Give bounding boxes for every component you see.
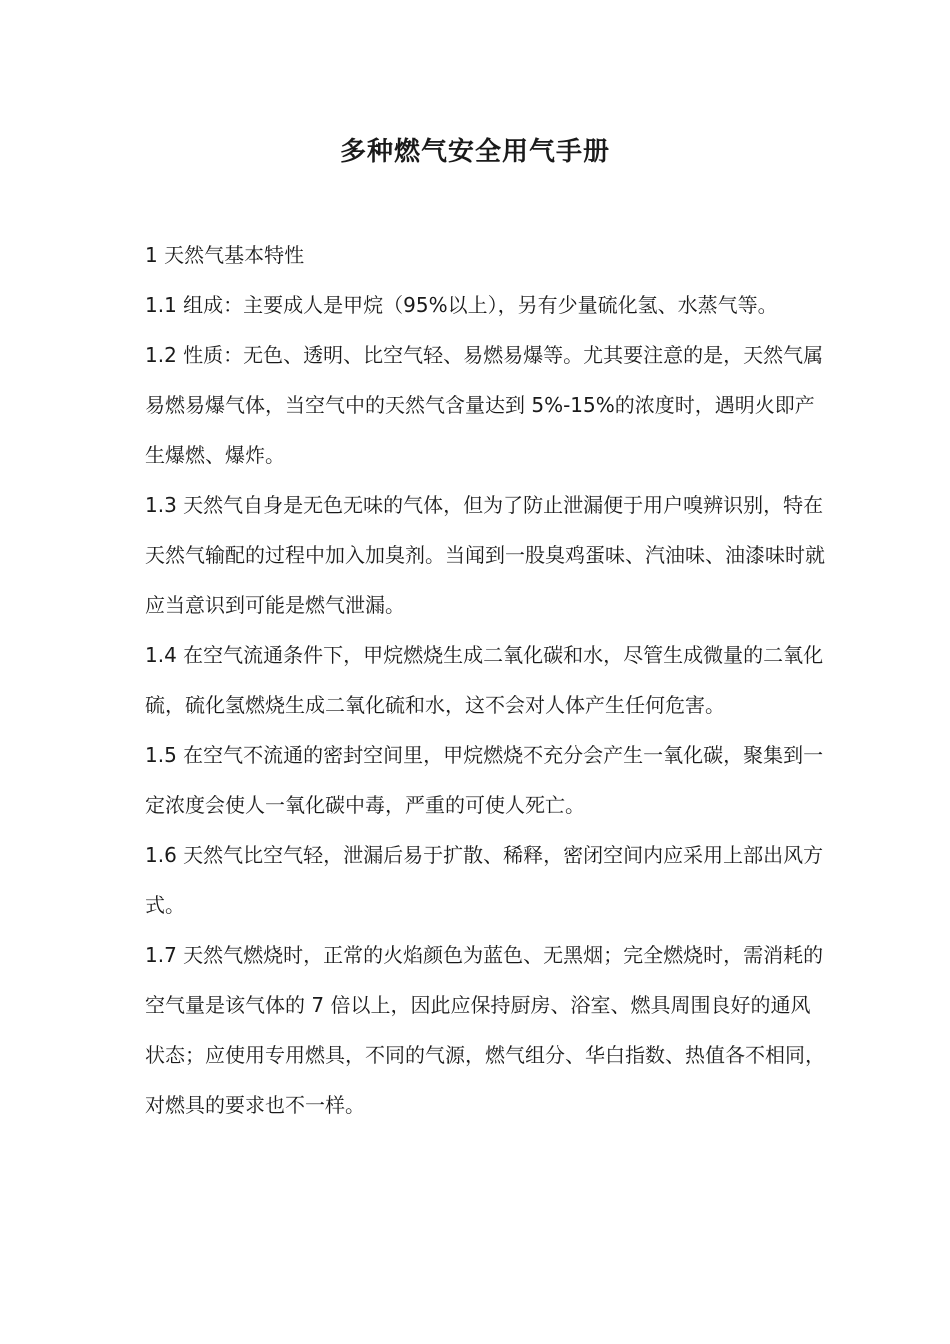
paragraph-1-5: 1.5 在空气不流通的密封空间里，甲烷燃烧不充分会产生一氧化碳，聚集到一定浓度会使人一氧化碳中毒，严重的可使人死亡。: [145, 743, 824, 817]
document-body: [145, 230, 825, 1130]
paragraph-1-7: 1.7 天然气燃烧时，正常的火焰颜色为蓝色、无黑烟；完全燃烧时，需消耗的空气量是该气体的 7 倍以上，因此应保持厨房、浴室、燃具周围良好的通风状态；应使用专用燃具，不同的气源，燃气组分、华白指数、热值各不相同，对燃具的要求也不一样。: [145, 943, 825, 1117]
paragraph-1-2: 1.2 性质：无色、透明、比空气轻、易燃易爆等。尤其要注意的是，天然气属易燃易爆气体，当空气中的天然气含量达到 5%-15%的浓度时，遇明火即产生爆燃、爆炸。: [145, 343, 824, 467]
paragraph-1-3: 1.3 天然气自身是无色无味的气体，但为了防止泄漏便于用户嗅辨识别，特在天然气输配的过程中加入加臭剂。当闻到一股臭鸡蛋味、汽油味、油漆味时就应当意识到可能是燃气泄漏。: [145, 493, 825, 617]
section-heading: 1 天然气基本特性: [145, 243, 305, 267]
document-title: 多种燃气安全用气手册: [339, 137, 610, 167]
paragraph-1-6: 1.6 天然气比空气轻，泄漏后易于扩散、稀释，密闭空间内应采用上部出风方式。: [145, 843, 824, 917]
paragraph-1-4: 1.4 在空气流通条件下，甲烷燃烧生成二氧化碳和水，尽管生成微量的二氧化硫，硫化氢燃烧生成二氧化硫和水，这不会对人体产生任何危害。: [145, 643, 824, 717]
paragraph-1-1: 1.1 组成：主要成人是甲烷（95%以上），另有少量硫化氢、水蒸气等。: [145, 293, 778, 317]
